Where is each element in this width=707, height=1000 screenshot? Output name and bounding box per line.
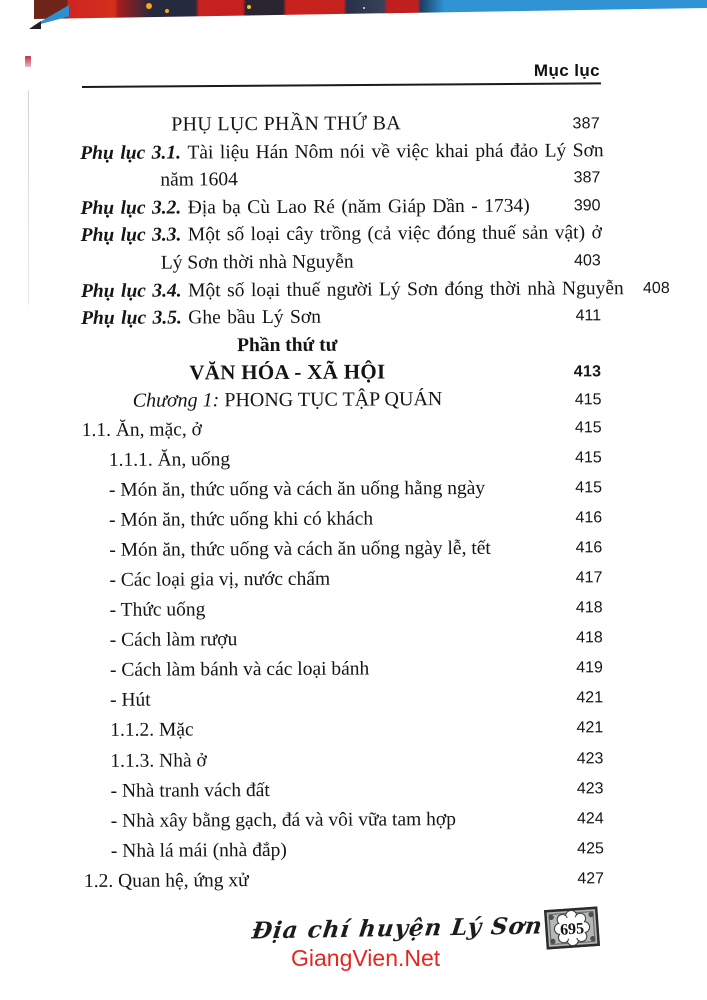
toc-page-number: 425	[577, 840, 604, 858]
toc-entry-text	[81, 303, 555, 333]
toc-page-number: 416	[575, 539, 603, 557]
toc-row	[82, 473, 602, 506]
toc-page-number: 413	[573, 363, 602, 381]
book-title-signature: Địa chí huyện Lý Sơn	[250, 912, 545, 945]
toc-entry-text	[83, 714, 557, 747]
toc-row	[80, 137, 604, 167]
toc-row	[81, 330, 601, 360]
toc-page-number: 417	[575, 569, 603, 587]
toc-entry-text	[83, 684, 557, 717]
toc-row	[82, 503, 602, 536]
toc-page-number: 415	[574, 418, 602, 436]
toc-entry-title: Một số loại cây trồng (cả việc đóng thuế sản vật) ở	[187, 222, 602, 246]
toc-page-number: 423	[576, 779, 604, 798]
photo-strip-remnant	[34, 0, 707, 19]
toc-entry-title: - Cách làm bánh và các loại bánh	[109, 658, 370, 682]
toc-entry-title: Tài liệu Hán Nôm nói về việc khai phá đảo Lý Sơn	[187, 139, 604, 164]
toc-row	[81, 220, 601, 250]
toc-entry-text	[80, 192, 554, 222]
toc-row	[80, 275, 670, 305]
toc-entry-title: - Nhà xây bằng gạch, đá và vôi vữa tam hợp	[110, 808, 456, 832]
toc-entry-text	[81, 358, 493, 388]
toc-entry-text	[83, 744, 557, 777]
toc-page-number: 427	[577, 870, 605, 888]
toc-chapter-prefix: Chương 1:	[132, 389, 225, 412]
toc-page-number: 424	[576, 810, 604, 828]
toc-page-number: 415	[575, 478, 603, 497]
toc-page-number: 421	[576, 689, 604, 707]
toc-entry-title: - Cách làm rượu	[109, 629, 238, 652]
toc-entry-title: - Nhà lá mái (nhà đắp)	[110, 839, 287, 862]
toc-row	[82, 533, 602, 566]
watermark-text: GiangVien.Net	[291, 945, 441, 971]
toc-row	[83, 654, 603, 687]
photo-corner-tip	[29, 21, 41, 29]
toc-row	[80, 192, 600, 222]
table-of-contents	[80, 109, 670, 897]
toc-row	[83, 714, 603, 747]
toc-entry-text	[83, 624, 557, 657]
toc-entry-text	[83, 774, 557, 807]
toc-entry-title: 1.1.2. Mặc	[110, 719, 194, 742]
toc-entry-text	[82, 503, 556, 536]
toc-row	[82, 413, 602, 446]
toc-entry-text	[84, 834, 558, 867]
toc-entry-prefix: Phụ lục 3.5.	[81, 307, 189, 330]
header-rule	[82, 82, 601, 88]
toc-entry-title: PHỤ LỤC PHẦN THỨ BA	[171, 112, 401, 136]
toc-entry-title: Ghe bầu Lý Sơn	[188, 306, 321, 329]
toc-page-number: 387	[572, 115, 601, 133]
toc-page-number: 418	[575, 599, 603, 617]
toc-page-number: 423	[576, 749, 604, 767]
toc-row	[83, 684, 603, 717]
toc-entry-title: - Nhà tranh vách đất	[110, 779, 270, 802]
toc-page-number: 387	[573, 169, 601, 187]
toc-entry-title: Địa bạ Cù Lao Ré (năm Giáp Dần - 1734)	[187, 195, 530, 219]
toc-entry-text	[80, 165, 554, 195]
toc-entry-text	[81, 275, 624, 305]
toc-entry-title: - Các loại gia vị, nước chấm	[109, 568, 331, 591]
running-head: Mục lục	[533, 61, 600, 80]
toc-entry-text	[83, 654, 557, 687]
toc-entry-text	[81, 247, 555, 277]
toc-entry-text	[84, 864, 558, 897]
toc-entry-title: 1.1.1. Ăn, uống	[108, 448, 231, 471]
toc-entry-text	[82, 564, 556, 597]
toc-entry-title: Một số loại thuế người Lý Sơn đóng thời nhà Nguyễn	[188, 277, 624, 301]
toc-entry-text	[82, 443, 556, 476]
toc-row	[80, 109, 600, 139]
toc-page-number: 390	[573, 197, 601, 215]
toc-page-number: 403	[574, 252, 601, 270]
toc-entry-text	[83, 594, 557, 627]
page-number-stamp	[544, 906, 601, 950]
toc-entry-title: - Hút	[110, 690, 151, 712]
toc-entry-prefix: Phụ lục 3.2.	[80, 197, 188, 219]
toc-page-number: 418	[576, 629, 603, 647]
toc-entry-text	[81, 386, 493, 416]
toc-page-number: 421	[576, 719, 604, 737]
toc-page-number: 419	[576, 659, 603, 677]
toc-row	[83, 593, 603, 626]
toc-entry-text	[81, 220, 602, 250]
toc-entry-prefix: Phụ lục 3.1.	[80, 142, 188, 164]
toc-row	[82, 563, 602, 596]
toc-entry-title: 1.1. Ăn, mặc, ở	[81, 418, 202, 441]
toc-entry-title: 1.1.3. Nhà ở	[110, 749, 207, 772]
toc-entry-text	[82, 533, 556, 566]
toc-entry-title: - Món ăn, thức uống và cách ăn uống ngày lễ, tết	[109, 537, 491, 561]
toc-page-number: 416	[575, 509, 603, 527]
toc-entry-title: Lý Sơn thời nhà Nguyễn	[160, 251, 354, 274]
toc-entry-title: 1.2. Quan hệ, ứng xử	[83, 870, 249, 892]
toc-entry-prefix: Phụ lục 3.4.	[80, 279, 189, 302]
toc-page-number: 411	[575, 307, 602, 325]
toc-row	[84, 864, 604, 897]
toc-row	[82, 443, 602, 476]
toc-entry-title: Phần thứ tư	[236, 334, 338, 356]
toc-row	[83, 774, 603, 807]
toc-entry-text	[80, 110, 492, 140]
toc-entry-title: VĂN HÓA - XÃ HỘI	[189, 359, 386, 385]
scan-artifact-speck	[25, 56, 31, 67]
toc-page-number: 408	[642, 279, 670, 297]
toc-page-number: 415	[575, 448, 602, 467]
toc-entry-text	[84, 804, 558, 837]
toc-entry-prefix: Phụ lục 3.3.	[80, 224, 188, 247]
scan-artifact-line	[28, 90, 29, 305]
toc-entry-text	[82, 413, 556, 446]
toc-entry-text	[80, 137, 604, 167]
toc-row	[81, 302, 601, 332]
toc-row	[83, 744, 603, 777]
toc-entry-text	[82, 473, 556, 506]
toc-row	[84, 804, 604, 837]
stamp-page-number: 695	[559, 920, 585, 939]
photo-speck	[146, 3, 152, 9]
toc-row	[83, 623, 603, 656]
toc-row	[80, 164, 600, 194]
toc-page-number: 415	[574, 391, 602, 409]
toc-row	[81, 247, 601, 277]
toc-entry-title: năm 1604	[160, 169, 238, 191]
toc-row	[81, 385, 601, 415]
toc-entry-title: - Món ăn, thức uống và cách ăn uống hằng ngày	[108, 477, 486, 501]
toc-entry-title: - Món ăn, thức uống khi có khách	[109, 508, 374, 531]
toc-entry-text	[81, 331, 493, 361]
toc-entry-title: PHONG TỤC TẬP QUÁN	[224, 388, 443, 412]
toc-row	[84, 834, 604, 867]
toc-row	[81, 358, 601, 388]
toc-entry-title: - Thức uống	[109, 599, 206, 621]
